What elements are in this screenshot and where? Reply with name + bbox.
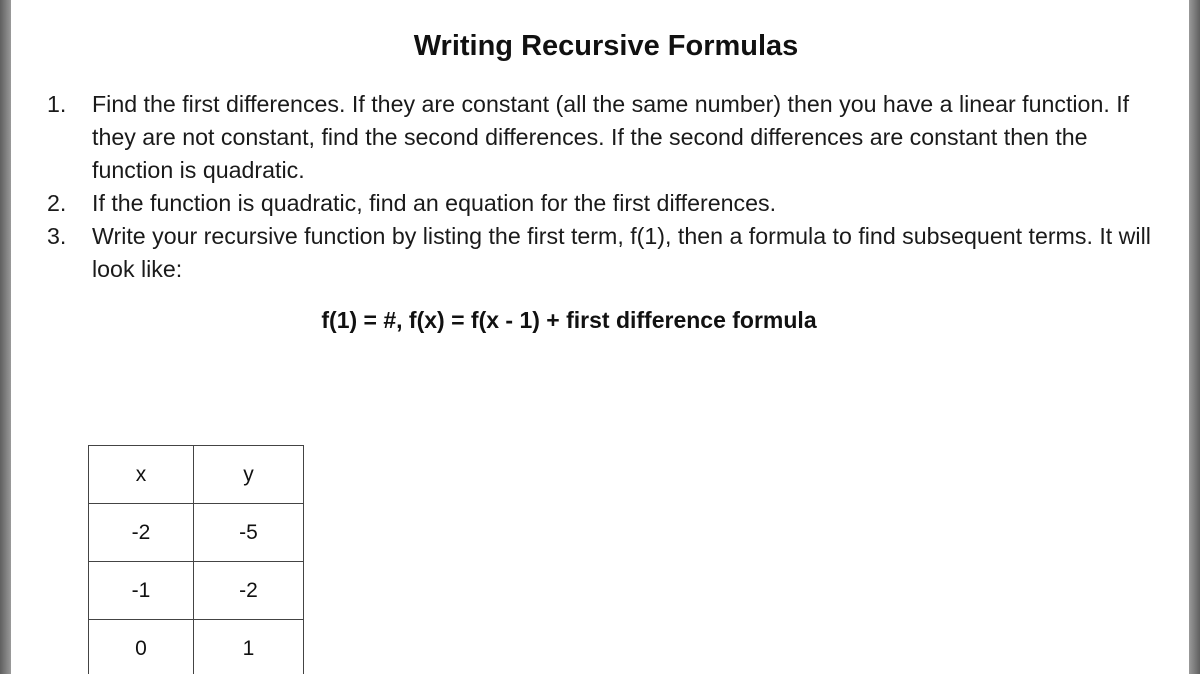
- step-text: Write your recursive function by listing the first term, f(1), then a formula to find subsequent terms. It will look like:: [92, 223, 1151, 282]
- table-header-row: [89, 446, 304, 504]
- cell-y: -5: [194, 504, 304, 562]
- table-row: [89, 562, 304, 620]
- cell-x: -2: [89, 504, 194, 562]
- page-edge-left: [0, 0, 11, 674]
- step-number: 3.: [47, 223, 67, 249]
- header-x: x: [89, 446, 194, 504]
- steps-list: [47, 88, 1157, 286]
- cell-y: 1: [194, 620, 304, 674]
- cell-x: 0: [89, 620, 194, 674]
- table-row: [89, 620, 304, 674]
- table-row: [89, 504, 304, 562]
- cell-x: -1: [89, 562, 194, 620]
- step-number: 2.: [47, 190, 67, 216]
- list-item: [47, 88, 1157, 187]
- recursive-formula: f(1) = #, f(x) = f(x - 1) + first difference formula: [321, 307, 817, 333]
- page-title: Writing Recursive Formulas: [413, 30, 799, 62]
- step-text: If the function is quadratic, find an equation for the first differences.: [92, 190, 777, 216]
- page-edge-right: [1189, 0, 1200, 674]
- step-number: 1.: [47, 91, 67, 117]
- xy-table: [88, 445, 304, 674]
- header-y: y: [194, 446, 304, 504]
- document-page: [11, 0, 1189, 674]
- step-text: Find the first differences. If they are constant (all the same number) then you have a linear function. If they are not constant, find the second differences. If the second differences are constant then the function is quadratic.: [92, 91, 1130, 183]
- cell-y: -2: [194, 562, 304, 620]
- list-item: [47, 220, 1157, 286]
- list-item: [47, 187, 1157, 220]
